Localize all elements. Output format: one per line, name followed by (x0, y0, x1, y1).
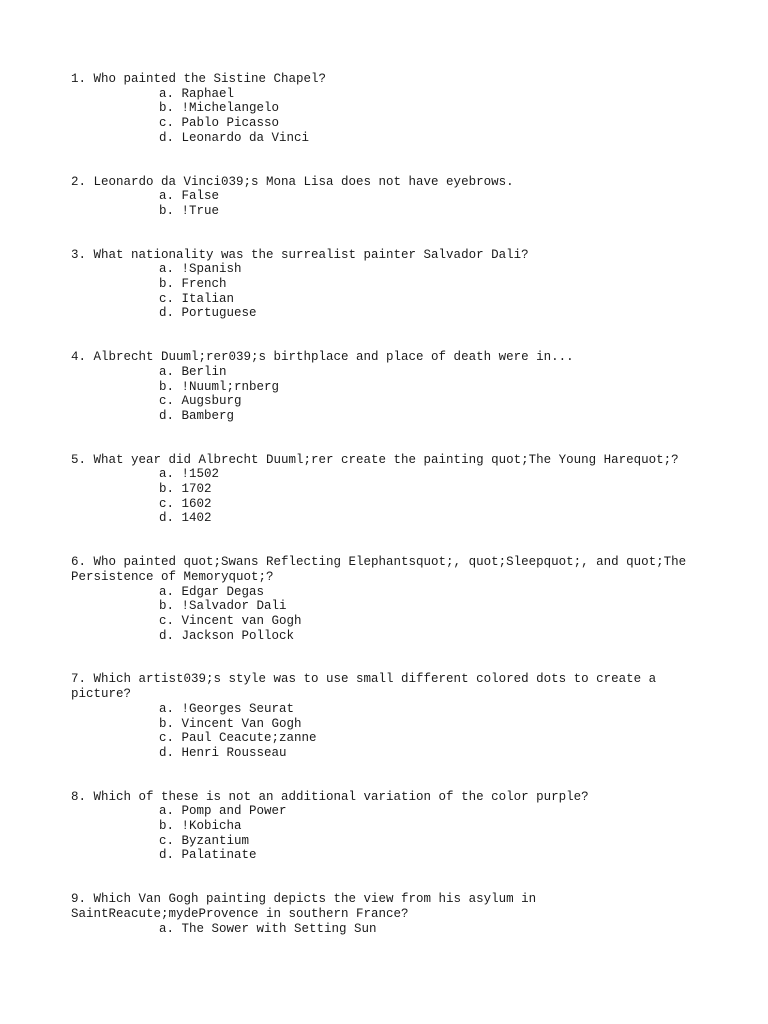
question-text: 7. Which artist039;s style was to use small different colored dots to create a picture? (71, 672, 657, 702)
question-7 (71, 672, 691, 760)
answer-option: b. !Salvador Dali (159, 599, 287, 614)
answer-option: d. 1402 (159, 511, 212, 526)
answer-option: a. !Spanish (159, 262, 242, 277)
question-9 (71, 892, 691, 936)
answer-option: d. Portuguese (159, 306, 257, 321)
answer-option: a. False (159, 189, 220, 204)
answer-options (71, 262, 691, 321)
answer-options (71, 585, 691, 644)
answer-options (71, 365, 691, 424)
question-2 (71, 175, 691, 219)
answer-option: b. !Michelangelo (159, 101, 280, 116)
answer-option: c. Vincent van Gogh (159, 613, 302, 628)
answer-options (71, 87, 691, 146)
answer-option: d. Leonardo da Vinci (159, 130, 310, 145)
answer-option: a. Pomp and Power (159, 804, 287, 819)
answer-option: a. Edgar Degas (159, 584, 265, 599)
question-text: 1. Who painted the Sistine Chapel? (71, 72, 327, 86)
question-8 (71, 790, 691, 864)
question-text: 9. Which Van Gogh painting depicts the view from his asylum in SaintReacute;mydeProvence in southern France? (71, 892, 537, 921)
answer-options (71, 467, 691, 526)
answer-option: d. Palatinate (159, 848, 257, 863)
question-text: 6. Who painted quot;Swans Reflecting Elephantsquot;, quot;Sleepquot;, and quot;The Persistence of Memoryquot;? (71, 555, 687, 584)
question-5 (71, 453, 691, 527)
question-4 (71, 350, 691, 424)
question-1 (71, 72, 691, 146)
quiz-document (71, 72, 691, 965)
answer-option: d. Bamberg (159, 408, 235, 423)
answer-option: d. Jackson Pollock (159, 628, 295, 643)
answer-options (71, 189, 691, 218)
question-text: 3. What nationality was the surrealist painter Salvador Dali? (71, 247, 529, 262)
answer-options (71, 702, 691, 761)
answer-option: c. Paul Ceacute;zanne (159, 731, 317, 746)
answer-options (71, 922, 691, 937)
question-text: 5. What year did Albrecht Duuml;rer create the painting quot;The Young Harequot;? (71, 452, 679, 467)
answer-option: b. !Kobicha (159, 819, 242, 834)
answer-options (71, 804, 691, 863)
answer-option: a. Berlin (159, 364, 227, 379)
answer-option: b. 1702 (159, 482, 212, 497)
answer-option: b. !True (159, 203, 220, 218)
answer-option: a. Raphael (159, 86, 235, 101)
answer-option: a. !Georges Seurat (159, 701, 295, 716)
answer-option: b. !Nuuml;rnberg (159, 379, 280, 394)
answer-option: c. Italian (159, 291, 235, 306)
answer-option: c. Pablo Picasso (159, 116, 280, 131)
answer-option: a. The Sower with Setting Sun (159, 921, 377, 936)
answer-option: b. French (159, 277, 227, 292)
answer-option: c. Augsburg (159, 394, 242, 409)
question-text: 2. Leonardo da Vinci039;s Mona Lisa does not have eyebrows. (71, 174, 514, 189)
question-3 (71, 248, 691, 322)
answer-option: b. Vincent Van Gogh (159, 716, 302, 731)
question-6 (71, 555, 691, 643)
question-text: 8. Which of these is not an additional variation of the color purple? (71, 789, 589, 804)
answer-option: c. Byzantium (159, 833, 250, 848)
answer-option: c. 1602 (159, 496, 212, 511)
answer-option: a. !1502 (159, 467, 220, 482)
question-text: 4. Albrecht Duuml;rer039;s birthplace and place of death were in... (71, 350, 574, 365)
answer-option: d. Henri Rousseau (159, 745, 287, 760)
